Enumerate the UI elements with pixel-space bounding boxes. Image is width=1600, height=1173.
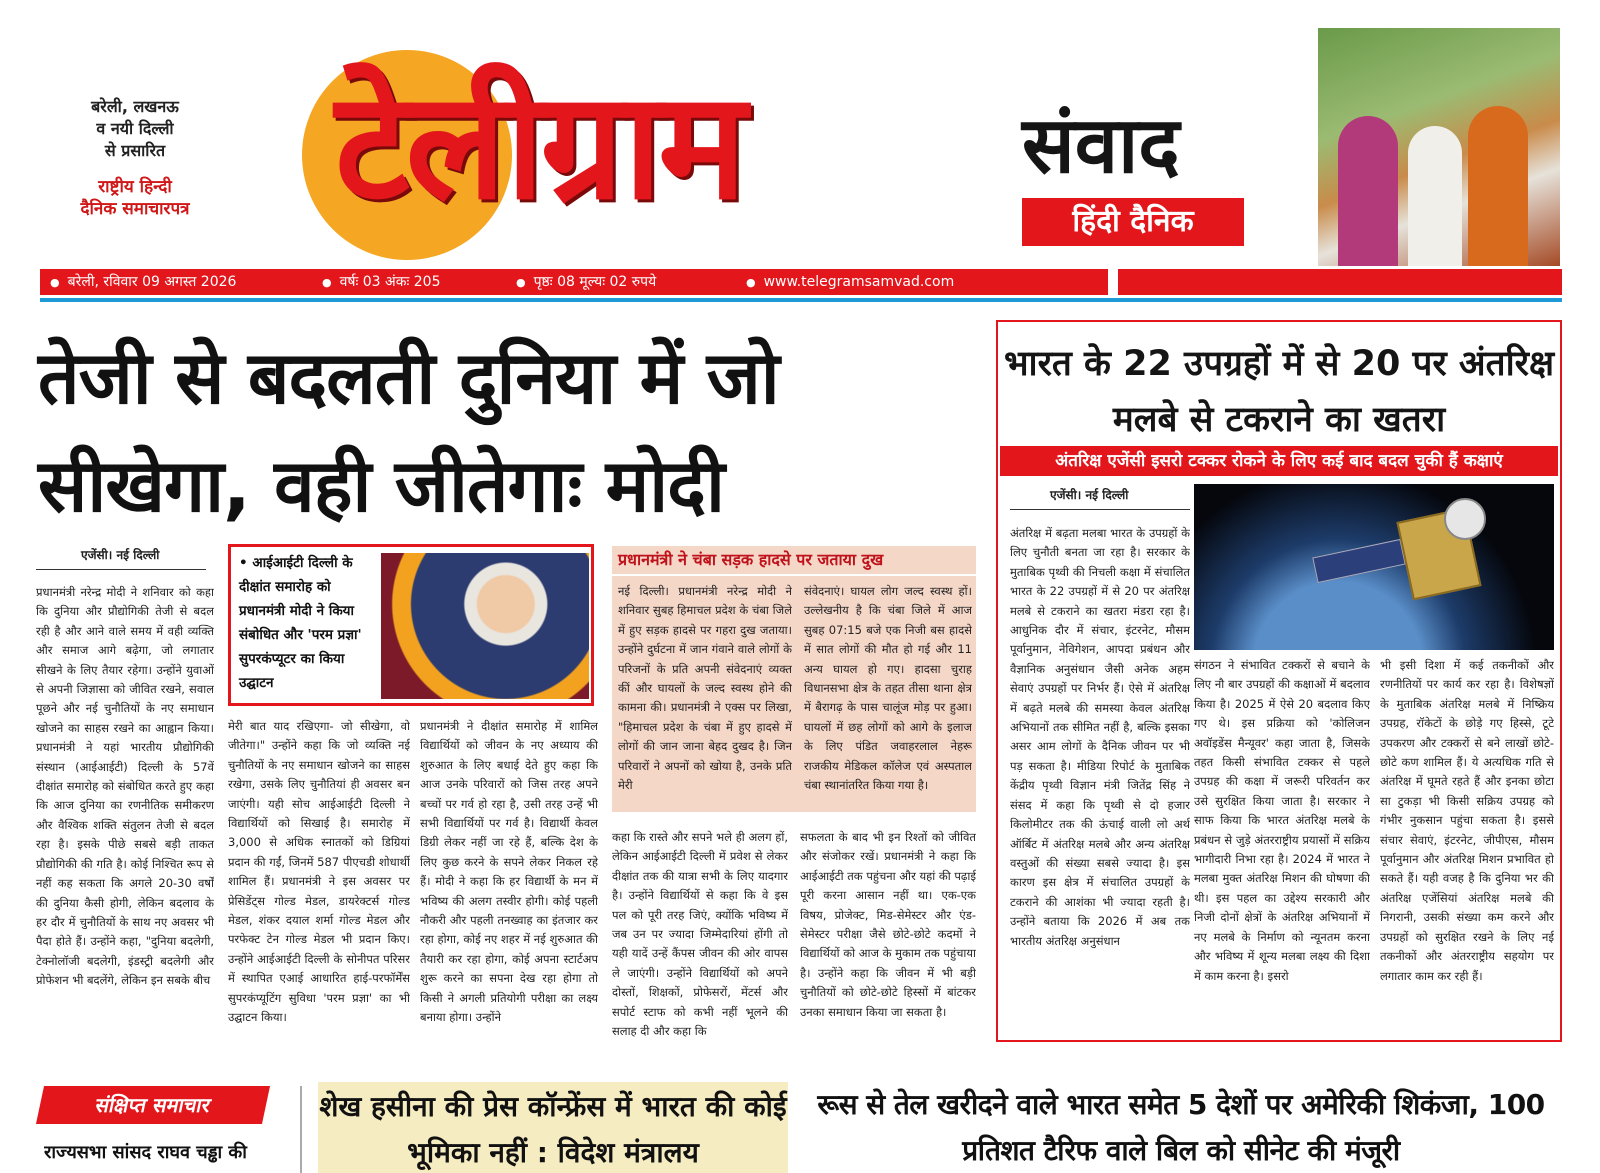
lead-column-1: प्रधानमंत्री नरेन्द्र मोदी ने शनिवार को कहा कि दुनिया और प्रौद्योगिकी तेजी से बदल रही है और आने वाले समय में वही व्यक्ति और समाज आगे बढ़ेगा, जो लगातार सीखने के लिए तैयार रहेगा। उन्होंने युवाओं से अपनी जिज्ञासा को जीवित रखने, सवाल पूछने और नई चुनौतियों के नए समाधान खोजने का साहस रखने का आह्वान किया। प्रधानमंत्री ने यहां भारतीय प्रौद्योगिकी संस्थान (आईआईटी) दिल्ली के 57वें दीक्षांत समारोह को संबोधित करते हुए कहा कि आज दुनिया का रणनीतिक समीकरण और वैश्विक शक्ति संतुलन तेजी से बदल रहा है। इसके पीछे सबसे बड़ी ताकत प्रौद्योगिकी की गति है। कोई निश्चित रूप से नहीं कह सकता कि अगले 20-30 वर्षों की दुनिया कैसी होगी, लेकिन बदलाव के हर दौर में चुनौतियों के साथ नए अवसर भी पैदा होते हैं। उन्होंने कहा, "दुनिया बदलेगी, टेक्नोलॉजी बदलेगी, इंडस्ट्री बदलेगी और प्रोफेशन भी बदलेंगे, लेकिन इन सबके बीच	[36, 585, 214, 988]
space-column-1: अंतरिक्ष में बढ़ता मलबा भारत के उपग्रहों के लिए चुनौती बनता जा रहा है। सरकार के मुताबिक पृथ्वी की निचली कक्षा में संचालित भारत के 22 उपग्रहों में से 20 पर अंतरिक्ष मलबे से टकराने का खतरा मंडरा रहा है। आधुनिक दौर में संचार, इंटरनेट, मौसम पूर्वानुमान, नेविगेशन, आपदा प्रबंधन और वैज्ञानिक अनुसंधान जैसी अनेक अहम सेवाएं उपग्रहों पर निर्भर हैं। ऐसे में अंतरिक्ष में बढ़ते मलबे की समस्या केवल अंतरिक्ष अभियानों तक सीमित नहीं है, बल्कि इसका असर आम लोगों के दैनिक जीवन पर भी पड़ सकता है। मीडिया रिपोर्ट के मुताबिक केंद्रीय पृथ्वी विज्ञान मंत्री जितेंद्र सिंह ने संसद में कहा कि पृथ्वी से दो हजार किलोमीटर तक की ऊंचाई वाली लो अर्थ ऑर्बिट में अंतरिक्ष मलबे और अन्य अंतरिक्ष वस्तुओं की संख्या सबसे ज्यादा है। इस कारण इस क्षेत्र में संचालित उपग्रहों के टकराने की आशंका भी ज्यादा रहती है। उन्होंने बताया कि 2026 में अब तक भारतीय अंतरिक्ष अनुसंधान	[1010, 526, 1190, 948]
lead-headline[interactable]: तेजी से बदलती दुनिया में जो सीखेगा, वही जीतेगाः मोदी	[38, 336, 779, 529]
satellite-photo[interactable]	[1194, 484, 1554, 650]
photo-figure-icon	[1338, 116, 1398, 266]
brief-news-label[interactable]: संक्षिप्त समाचार	[36, 1086, 270, 1124]
column-divider	[300, 1086, 302, 1173]
lead-photo	[381, 553, 589, 699]
brief-news-item[interactable]: राज्यसभा सांसद राघव चड्ढा की	[44, 1142, 247, 1163]
antenna-dish-icon	[1444, 498, 1486, 540]
space-story-strap: अंतरिक्ष एजेंसी इसरो टक्कर रोकने के लिए कई बाद बदल चुकी हैं कक्षाएं	[1000, 446, 1558, 476]
masthead-subtitle: संवाद	[1022, 101, 1180, 191]
hasina-headline[interactable]: शेख हसीना की प्रेस कॉन्फ्रेंस में भारत की कोई भूमिका नहीं : विदेश मंत्रालय	[318, 1082, 788, 1173]
daily-badge: हिंदी दैनिक	[1022, 198, 1244, 246]
sub-story-headline[interactable]: प्रधानमंत्री ने चंबा सड़क हादसे पर जताया दुख	[612, 546, 976, 574]
russia-headline[interactable]: रूस से तेल खरीदने वाले भारत समेत 5 देशों पर अमेरिकी शिकंजा, 100 प्रतिशत टैरिफ वाले बिल को सीनेट की मंजूरी	[817, 1088, 1545, 1167]
photo-figure-icon	[1468, 106, 1528, 266]
top-news-photo[interactable]	[1318, 28, 1560, 266]
masthead-title[interactable]: टेलीग्राम	[335, 60, 743, 232]
photo-caption: • आईआईटी दिल्ली के दीक्षांत समारोह को प्रधानमंत्री मोदी ने किया संबोधित और 'परम प्रज्ञा' सुपरकंप्यूटर का किया उद्घाटन	[239, 555, 362, 691]
website-link[interactable]: ● www.telegramsamvad.com	[746, 269, 954, 296]
sub-story-column-2: संवेदनाएं। घायल लोग जल्द स्वस्थ हों। उल्लेखनीय है कि चंबा जिले में आज सुबह 07:15 बजे एक निजी बस हादसे में सात लोगों की मौत हो गई और 11 अन्य घायल हो गए। हादसा चुराह विधानसभा क्षेत्र के तहत तीसा थाना क्षेत्र में बैरागढ़ के पास चालूंज मोड़ पर हुआ। घायलों में छह लोगों को आगे के इलाज के लिए पंडित जवाहरलाल नेहरू राजकीय मेडिकल कॉलेज एवं अस्पताल चंबा स्थानांतरित किया गया है।	[804, 584, 972, 793]
bar-divider	[1108, 269, 1118, 295]
lead-column-2: मेरी बात याद रखिएगा- जो सीखेगा, वो जीतेगा।" उन्होंने कहा कि जो व्यक्ति नई चुनौतियों के नए समाधान खोजने का साहस रखेगा, उसके लिए चुनौतियां ही अवसर बन जाएंगी। यही सोच आईआईटी दिल्ली ने विद्यार्थियों को सिखाई है। समारोह में 3,000 से अधिक स्नातकों को डिग्रियां प्रदान की गईं, जिनमें 587 पीएचडी शोधार्थी शामिल हैं। प्रधानमंत्री ने इस अवसर पर प्रेसिडेंट्स गोल्ड मेडल, डायरेक्टर्स गोल्ड मेडल, शंकर दयाल शर्मा गोल्ड मेडल और परफेक्ट टेन गोल्ड मेडल भी प्रदान किए। उन्होंने आईआईटी दिल्ली के सोनीपत परिसर में स्थापित एआई आधारित हाई-परफॉर्मेंस सुपरकंप्यूटिंग सुविधा 'परम प्रज्ञा' का भी उद्घाटन किया।	[228, 719, 410, 1025]
issue-info-bar	[40, 269, 1562, 295]
edition-cities: बरेली, लखनऊ व नयी दिल्ली से प्रसारित	[91, 97, 179, 160]
lead-photo-box[interactable]	[228, 544, 594, 706]
sub-story-column-1: नई दिल्ली। प्रधानमंत्री नरेन्द्र मोदी ने शनिवार सुबह हिमाचल प्रदेश के चंबा जिले में हुए सड़क हादसे पर गहरा दुख जताया। उन्होंने दुर्घटना में जान गंवाने वाले लोगों के परिजनों के प्रति अपनी संवेदनाएं व्यक्त कीं और घायलों के जल्द स्वस्थ होने की कामना की। प्रधानमंत्री ने एक्स पर लिखा, "हिमाचल प्रदेश के चंबा में हुए हादसे में लोगों की जान जाना बेहद दुखद है। जिन परिवारों ने अपनों को खोया है, उनके प्रति मेरी	[618, 584, 792, 793]
space-byline: एजेंसी। नई दिल्ली	[1010, 486, 1190, 510]
solar-panel-icon	[1312, 539, 1405, 583]
lead-byline: एजेंसी। नई दिल्ली	[36, 546, 206, 570]
space-column-3: भी इसी दिशा में कई तकनीकों और रणनीतियों पर कार्य कर रहा है। विशेषज्ञों के मुताबिक अंतरिक्ष मलबे में निष्क्रिय उपग्रह, रॉकेटों के छोड़े गए हिस्से, टूटे उपकरण और टक्करों से बने लाखों छोटे-छोटे कण शामिल हैं। ये अत्यधिक गति से अंतरिक्ष में घूमते रहते हैं और इनका छोटा सा टुकड़ा भी किसी सक्रिय उपग्रह को गंभीर नुकसान पहुंचा सकता है। इससे संचार सेवाएं, इंटरनेट, जीपीएस, मौसम पूर्वानुमान और अंतरिक्ष मिशन प्रभावित हो सकते हैं। यही वजह है कि दुनिया भर की अंतरिक्ष एजेंसियां अंतरिक्ष मलबे की निगरानी, उसकी संख्या कम करने और उपग्रहों को सुरक्षित रखने के लिए नई तकनीकों और अंतरराष्ट्रीय सहयोग पर लगातार काम कर रही हैं।	[1380, 658, 1554, 983]
lead-column-4: कहा कि रास्ते और सपने भले ही अलग हों, लेकिन आईआईटी दिल्ली में प्रवेश से लेकर दीक्षांत तक की यात्रा सभी के लिए यादगार है। उन्होंने विद्यार्थियों से कहा कि वे इस पल को पूरी तरह जिएं, क्योंकि भविष्य में जब उन पर ज्यादा जिम्मेदारियां होंगी तो यही यादें उन्हें कैंपस जीवन की ओर वापस ले जाएंगी। उन्होंने विद्यार्थियों को अपने दोस्तों, शिक्षकों, प्रोफेसरों, मेंटर्स और सपोर्ट स्टाफ को कभी नहीं भूलने की सलाह दी और कहा कि	[612, 830, 788, 1038]
newspaper-type: राष्ट्रीय हिन्दी दैनिक समाचारपत्र	[80, 177, 190, 219]
lead-column-3: प्रधानमंत्री ने दीक्षांत समारोह में शामिल विद्यार्थियों को जीवन के नए अध्याय की शुरुआत के लिए बधाई देते हुए कहा कि आज उनके परिवारों को जिस तरह अपने बच्चों पर गर्व हो रहा है, उसी तरह उन्हें भी सभी विद्यार्थियों पर गर्व है। विद्यार्थी केवल डिग्री लेकर नहीं जा रहे हैं, बल्कि देश के लिए कुछ करने के सपने लेकर निकल रहे हैं। मोदी ने कहा कि हर विद्यार्थी के मन में भविष्य की अलग तस्वीर होगी। कोई पहली नौकरी और पहली तनख्वाह का इंतजार कर रहा होगा, कोई नए शहर में नई शुरुआत की तैयारी कर रहा होगा, कोई अपना स्टार्टअप शुरू करने का सपना देख रहा होगा तो किसी ने अगली प्रतियोगी परीक्षा का लक्ष्य बनाया होगा। उन्होंने	[420, 719, 598, 1025]
issue-date: ● बरेली, रविवार 09 अगस्त 2026	[50, 269, 236, 296]
issue-volume: ● वर्षः 03 अंकः 205	[322, 269, 440, 296]
issue-price: ● पृष्ठः 08 मूल्यः 02 रुपये	[516, 269, 656, 296]
lead-column-5: सफलता के बाद भी इन रिश्तों को जीवित और संजोकर रखें। प्रधानमंत्री ने कहा कि आईआईटी तक पहुंचना और यहां की पढ़ाई पूरी करना आसान नहीं था। एक-एक विषय, प्रोजेक्ट, मिड-सेमेस्टर और एंड-सेमेस्टर परीक्षा जैसे छोटे-छोटे कदमों ने विद्यार्थियों को आज के मुकाम तक पहुंचाया है। उन्होंने कहा कि जीवन में भी बड़ी चुनौतियों को छोटे-छोटे हिस्सों में बांटकर उनका समाधान किया जा सकता है।	[800, 830, 976, 1019]
space-story-headline[interactable]: भारत के 22 उपग्रहों में से 20 पर अंतरिक्ष मलबे से टकराने का खतरा	[1003, 344, 1555, 440]
header-divider	[40, 298, 1562, 302]
photo-figure-icon	[1408, 126, 1462, 266]
space-column-2: संगठन ने संभावित टक्करों से बचाने के लिए नौ बार उपग्रहों की कक्षाओं में बदलाव किया है। 2025 में ऐसे 20 बदलाव किए गए थे। इस प्रक्रिया को 'कोलिजन अवॉइडेंस मैन्यूवर' कहा जाता है, जिसके तहत किसी संभावित टक्कर से पहले उपग्रह की कक्षा में जरूरी परिवर्तन कर उसे सुरक्षित किया जाता है। सरकार ने साफ किया कि भारत अंतरिक्ष मलबे के प्रबंधन से जुड़े अंतरराष्ट्रीय प्रयासों में सक्रिय भागीदारी निभा रहा है। 2024 में भारत ने मलबा मुक्त अंतरिक्ष मिशन की घोषणा की थी। इस पहल का उद्देश्य सरकारी और निजी दोनों क्षेत्रों के अंतरिक्ष अभियानों में नए मलबे के निर्माण को न्यूनतम करना और भविष्य में शून्य मलबा लक्ष्य की दिशा में काम करना है। इसरो	[1194, 658, 1370, 983]
edition-tagline	[40, 96, 230, 220]
